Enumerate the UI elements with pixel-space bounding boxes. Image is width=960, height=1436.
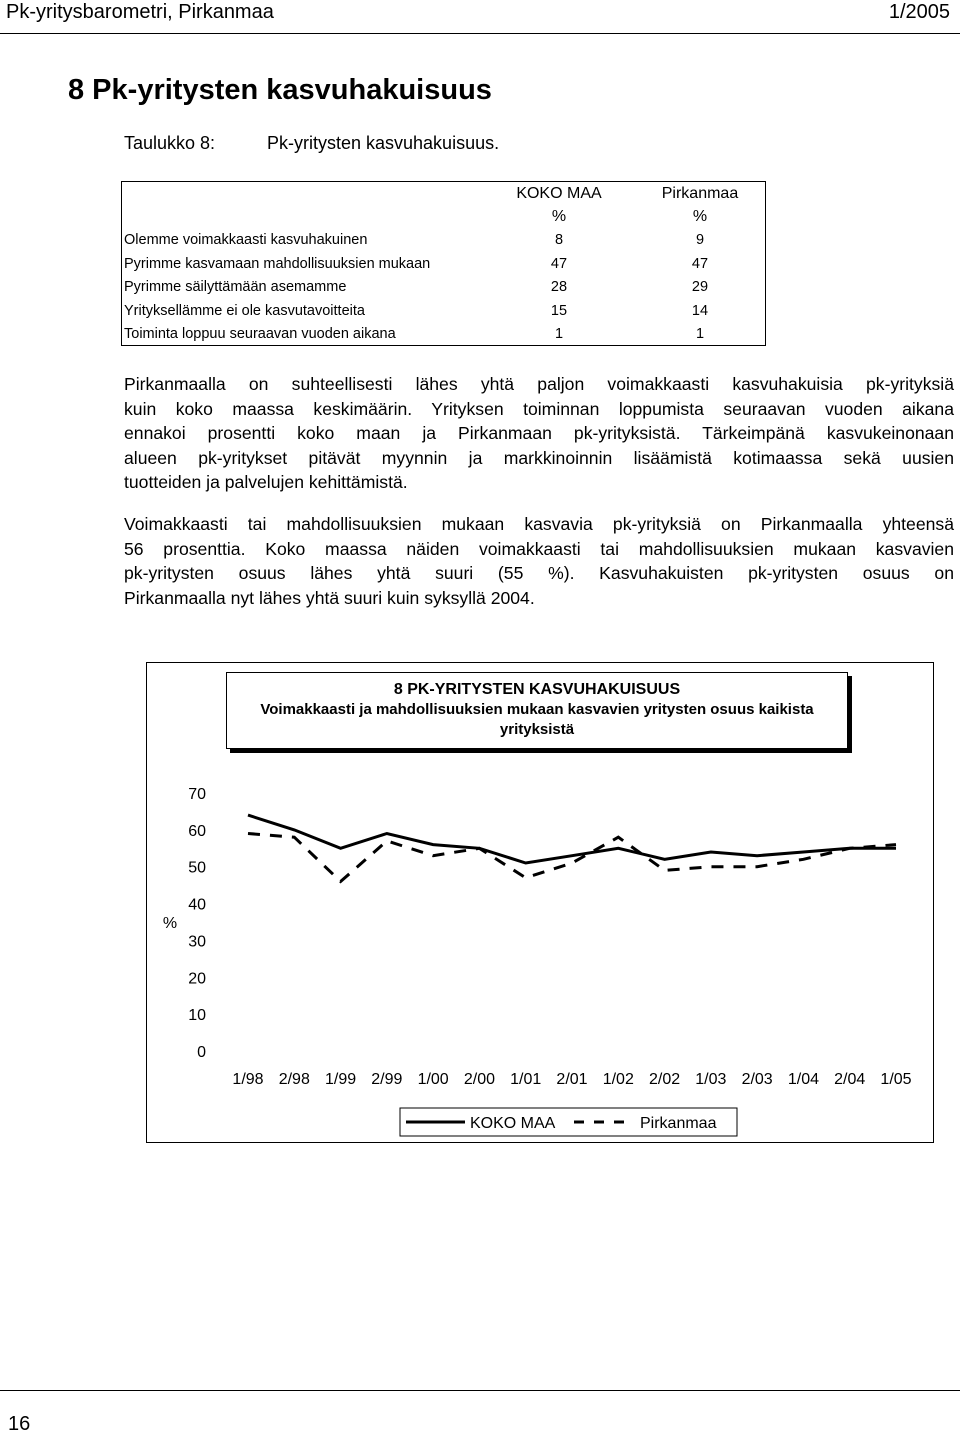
x-tick-label: 1/98 bbox=[232, 1071, 263, 1088]
paragraph-line: ennakoi prosentti koko maan ja Pirkanmaan pk-yrityksistä. Tärkeimpänä kasvukeinonaan bbox=[124, 421, 954, 446]
chart-title: 8 PK-YRITYSTEN KASVUHAKUISUUS bbox=[227, 680, 847, 700]
series-line-koko-maa bbox=[248, 815, 896, 863]
row-label: Yrityksellämme ei ole kasvutavoitteita bbox=[122, 299, 469, 322]
koko-maa-value: 15 bbox=[469, 299, 639, 322]
pirkanmaa-value: 9 bbox=[639, 229, 765, 252]
x-tick-label: 1/04 bbox=[788, 1071, 819, 1088]
x-tick-label: 1/00 bbox=[418, 1071, 449, 1088]
koko-maa-value: 47 bbox=[469, 252, 639, 275]
koko-maa-value: 28 bbox=[469, 276, 639, 299]
legend-label-pirkanmaa: Pirkanmaa bbox=[640, 1115, 717, 1132]
y-axis-label: % bbox=[163, 915, 177, 932]
unit-pirkanmaa: % bbox=[639, 205, 765, 228]
x-tick-label: 1/99 bbox=[325, 1071, 356, 1088]
pirkanmaa-value: 1 bbox=[639, 322, 765, 345]
paragraph-line: pk-yritysten osuus lähes yhtä suuri (55 %). Kasvuhakuisten pk-yritysten osuus on bbox=[124, 561, 954, 586]
y-tick-label: 60 bbox=[188, 823, 206, 840]
x-tick-label: 2/00 bbox=[464, 1071, 495, 1088]
paragraph-line: Pirkanmaalla nyt lähes yhtä suuri kuin syksyllä 2004. bbox=[124, 586, 954, 611]
x-tick-label: 2/02 bbox=[649, 1071, 680, 1088]
pirkanmaa-value: 29 bbox=[639, 276, 765, 299]
legend-label-koko-maa: KOKO MAA bbox=[470, 1115, 556, 1132]
row-label: Toiminta loppuu seuraavan vuoden aikana bbox=[122, 322, 469, 345]
paragraph-line: Pirkanmaalla on suhteellisesti lähes yhtä paljon voimakkaasti kasvuhakuisia pk-yrityksiä bbox=[124, 372, 954, 397]
paragraph-line: tuotteiden ja palvelujen kehittämistä. bbox=[124, 470, 954, 495]
table-caption-text: Pk-yritysten kasvuhakuisuus. bbox=[267, 133, 499, 154]
paragraph-line: 56 prosenttia. Koko maassa näiden voimakkaasti tai mahdollisuuksien mukaan kasvavien bbox=[124, 537, 954, 562]
x-tick-label: 2/01 bbox=[556, 1071, 587, 1088]
y-tick-label: 70 bbox=[188, 786, 206, 803]
chart-subtitle-line: Voimakkaasti ja mahdollisuuksien mukaan kasvavien yritysten osuus kaikista bbox=[227, 700, 847, 720]
y-tick-label: 0 bbox=[197, 1044, 206, 1061]
chart-subtitle-line: yrityksistä bbox=[227, 720, 847, 740]
koko-maa-value: 8 bbox=[469, 229, 639, 252]
y-tick-label: 40 bbox=[188, 897, 206, 914]
col-header-koko-maa: KOKO MAA bbox=[469, 182, 639, 205]
x-tick-label: 1/05 bbox=[880, 1071, 911, 1088]
row-label: Pyrimme kasvamaan mahdollisuuksien mukaan bbox=[122, 252, 469, 275]
x-tick-label: 1/02 bbox=[603, 1071, 634, 1088]
x-tick-label: 1/03 bbox=[695, 1071, 726, 1088]
header-issue: 1/2005 bbox=[889, 1, 950, 24]
pirkanmaa-value: 47 bbox=[639, 252, 765, 275]
row-label: Olemme voimakkaasti kasvuhakuinen bbox=[122, 229, 469, 252]
col-header-pirkanmaa: Pirkanmaa bbox=[639, 182, 765, 205]
pirkanmaa-value: 14 bbox=[639, 299, 765, 322]
x-tick-label: 2/03 bbox=[742, 1071, 773, 1088]
unit-koko-maa: % bbox=[469, 205, 639, 228]
table-caption-label: Taulukko 8: bbox=[124, 133, 215, 154]
x-tick-label: 2/04 bbox=[834, 1071, 865, 1088]
series-line-pirkanmaa bbox=[248, 834, 896, 882]
x-tick-label: 2/99 bbox=[371, 1071, 402, 1088]
paragraph-line: alueen pk-yritykset pitävät myynnin ja markkinoinnin lisäämistä kotimaassa sekä uusien bbox=[124, 446, 954, 471]
paragraph-line: kuin koko maassa keskimäärin. Yrityksen toiminnan loppumista seuraavan vuoden aikana bbox=[124, 397, 954, 422]
y-tick-label: 20 bbox=[188, 970, 206, 987]
koko-maa-value: 1 bbox=[469, 322, 639, 345]
page-number: 16 bbox=[8, 1413, 30, 1436]
y-tick-label: 50 bbox=[188, 860, 206, 877]
header-title: Pk-yritysbarometri, Pirkanmaa bbox=[6, 1, 274, 24]
x-tick-label: 1/01 bbox=[510, 1071, 541, 1088]
y-tick-label: 30 bbox=[188, 933, 206, 950]
row-label: Pyrimme säilyttämään asemamme bbox=[122, 276, 469, 299]
footer-rule bbox=[0, 1390, 960, 1391]
paragraph-line: Voimakkaasti tai mahdollisuuksien mukaan kasvavia pk-yrityksiä on Pirkanmaalla yhteensä bbox=[124, 512, 954, 537]
y-tick-label: 10 bbox=[188, 1007, 206, 1024]
section-title: 8 Pk-yritysten kasvuhakuisuus bbox=[68, 74, 492, 107]
x-tick-label: 2/98 bbox=[279, 1071, 310, 1088]
